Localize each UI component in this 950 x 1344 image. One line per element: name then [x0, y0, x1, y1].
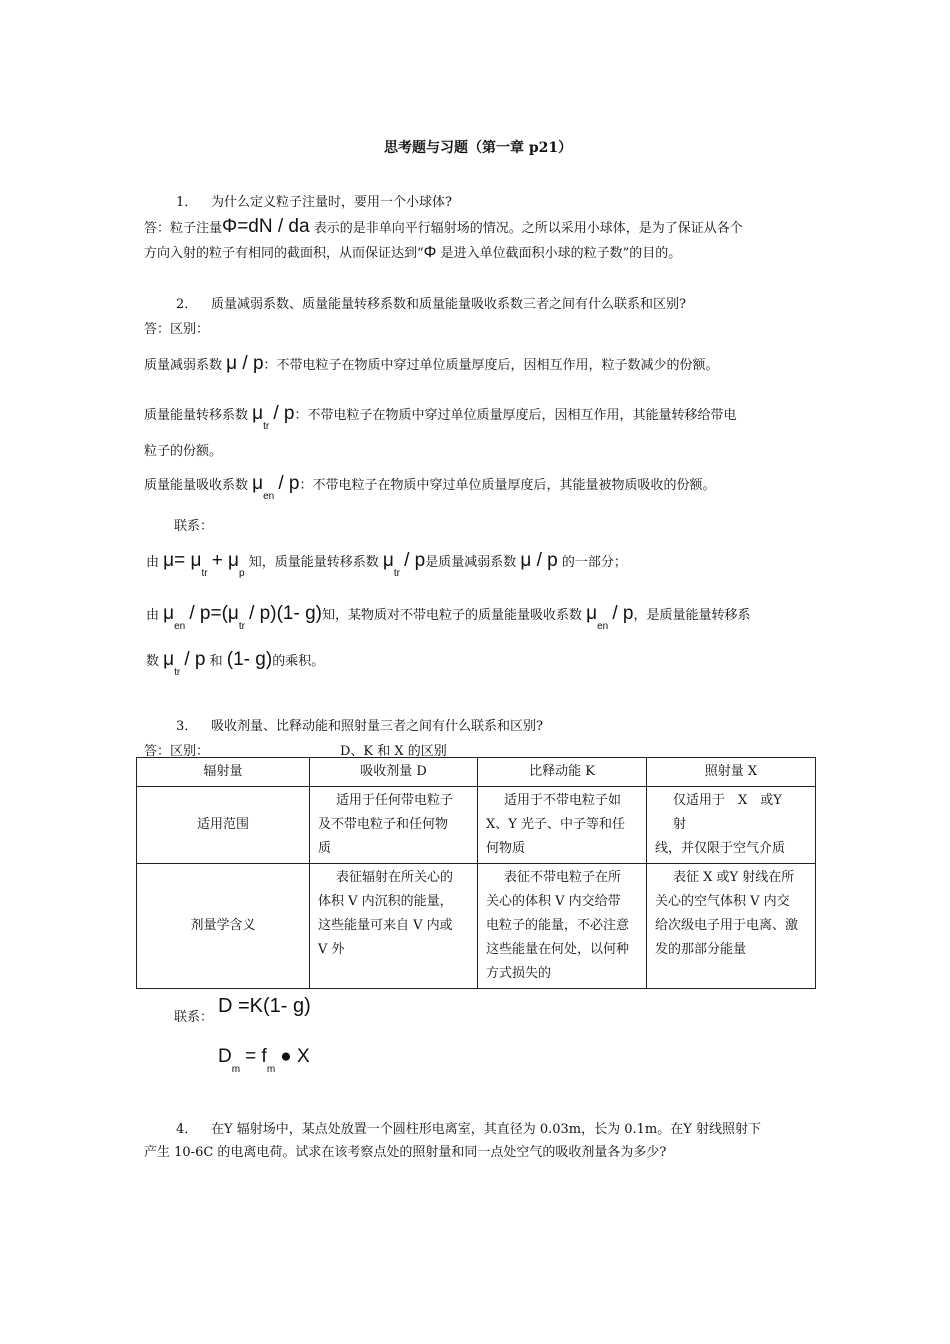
q1-answer-text1: 表示的是非单向平行辐射场的情况。之所以采用小球体，是为了保证从各个 — [313, 221, 743, 236]
q1-answer-line2 — [144, 242, 681, 262]
header-cell: 照射量 X — [647, 758, 816, 787]
cell-line: 何物质 — [486, 841, 526, 856]
q1-answer-text2a: 方向入射的粒子有相同的截面积，从而保证达到“ — [144, 246, 424, 261]
table-cell — [478, 787, 647, 864]
cell-line: 表征 X 或Y 射线在所 — [673, 870, 795, 885]
q2-link-line3 — [146, 649, 325, 678]
q2-definition-1 — [144, 353, 719, 375]
cell-line: 方式损失的 — [486, 966, 552, 981]
mu-symbol: μ — [382, 550, 394, 571]
table-row — [137, 787, 816, 864]
mu-symbol: μ — [586, 603, 598, 624]
definition-label: 质量能量转移系数 — [144, 408, 249, 423]
text: 知，质量能量转移系数 — [248, 555, 379, 570]
table-cell — [478, 864, 647, 989]
cell-line: 仅适用于 X 或Y 射 — [673, 793, 795, 832]
q2-definition-3 — [144, 473, 716, 502]
mu-symbol: μ — [163, 649, 175, 670]
subscript: tr — [393, 568, 400, 579]
page-title: 思考题与习题（第一章 p21） — [384, 140, 573, 156]
row-label: 适用范围 — [137, 787, 310, 864]
cell-line: 这些能量在何处，以何种 — [486, 942, 630, 957]
subscript: m — [231, 1064, 241, 1075]
cell-line: V 外 — [318, 942, 345, 957]
formula: / p — [278, 473, 300, 494]
definition-text: ：不带电粒子在物质中穿过单位质量厚度后，因相互作用，其能量转移给带电 — [294, 408, 737, 423]
definition-label: 质量能量吸收系数 — [144, 478, 249, 493]
q2-link-line2 — [146, 603, 751, 632]
formula: μ= μ — [163, 550, 202, 571]
formula-d-k: D =K(1- g) — [218, 995, 311, 1017]
comparison-table — [136, 757, 816, 989]
q1-number: 1． — [176, 195, 198, 210]
q2-definition-2-cont: 粒子的份额。 — [144, 444, 223, 459]
q2-link-label: 联系： — [174, 519, 214, 534]
table-caption: D、K 和 X 的区别 — [340, 744, 447, 759]
q1-answer-line1 — [144, 216, 743, 238]
q1-question: 为什么定义粒子注量时，要用一个小球体? — [211, 195, 452, 210]
definition-label: 质量减弱系数 — [144, 358, 223, 373]
cell-line: 电粒子的能量，不必注意 — [486, 918, 630, 933]
q2-question: 质量减弱系数、质量能量转移系数和质量能量吸收系数三者之间有什么联系和区别? — [211, 297, 686, 312]
phi-symbol: Φ — [423, 244, 437, 261]
formula: (1- g) — [226, 649, 273, 670]
formula: / p — [404, 550, 426, 571]
mu-symbol: μ — [252, 473, 264, 494]
subscript: en — [263, 491, 275, 502]
q2-link-line1 — [146, 550, 627, 579]
phi-symbol: Φ — [222, 216, 238, 237]
text: 由 — [146, 555, 160, 570]
q3-question: 吸收剂量、比释动能和照射量三者之间有什么联系和区别? — [211, 719, 543, 734]
formula: / p — [612, 603, 634, 624]
formula: / p — [273, 403, 295, 424]
header-cell: 辐射量 — [137, 758, 310, 787]
q2-answer-prefix: 答：区别： — [144, 322, 210, 337]
formula: + μ — [211, 550, 240, 571]
cell-line: 给次级电子用于电离、激 — [655, 918, 799, 933]
mu-symbol: μ — [252, 403, 264, 424]
header-cell: 比释动能 K — [478, 758, 647, 787]
table-cell — [310, 864, 478, 989]
formula: / p)(1- g) — [249, 603, 322, 624]
q1-answer-text2b: 是进入单位截面积小球的粒子数”的目的。 — [440, 246, 682, 261]
subscript: en — [174, 621, 186, 632]
text: ，是质量能量转移系 — [633, 608, 751, 623]
text: 和 — [209, 654, 223, 669]
q3-link-label: 联系： — [174, 1010, 214, 1025]
subscript: tr — [201, 568, 208, 579]
q2-definition-2 — [144, 403, 737, 432]
row-label: 剂量学含义 — [137, 864, 310, 989]
formula: D — [218, 1046, 232, 1067]
text: 知，某物质对不带电粒子的质量能量吸收系数 — [321, 608, 582, 623]
formula: = f — [245, 1046, 267, 1067]
formula-dm — [218, 1046, 310, 1075]
subscript: tr — [263, 421, 270, 432]
cell-line: 这些能量可来自 V 内或 — [318, 918, 453, 933]
q4-number: 4． — [176, 1122, 198, 1137]
cell-line: 表征不带电粒子在所 — [504, 870, 622, 885]
table-header-row — [137, 758, 816, 787]
fluence-equation: =dN / da — [237, 216, 310, 237]
formula: ● X — [280, 1046, 310, 1067]
text: 由 — [146, 608, 160, 623]
q4-line2: 产生 10-6C 的电离电荷。试求在该考察点处的照射量和同一点处空气的吸收剂量各为多少? — [144, 1145, 667, 1160]
subscript: p — [239, 568, 245, 579]
definition-text: ：不带电粒子在物质中穿过单位质量厚度后，因相互作用，粒子数减少的份额。 — [263, 358, 719, 373]
subscript: tr — [238, 621, 245, 632]
cell-line: 质 — [318, 841, 332, 856]
formula: / p — [184, 649, 206, 670]
table-cell — [647, 864, 816, 989]
text: 的乘积。 — [272, 654, 325, 669]
cell-line: 适用于不带电粒子如 — [504, 793, 622, 808]
mu-symbol: μ — [163, 603, 175, 624]
table-cell — [647, 787, 816, 864]
text: 数 — [146, 654, 160, 669]
q2-number: 2． — [176, 297, 198, 312]
formula: μ / p — [520, 550, 558, 571]
cell-line: 发的那部分能量 — [655, 942, 747, 957]
formula: μ / p — [226, 353, 264, 374]
cell-line: 体积 V 内沉积的能量， — [318, 894, 453, 909]
subscript: m — [266, 1064, 276, 1075]
text: 的一部分； — [561, 555, 627, 570]
text: 是质量减弱系数 — [425, 555, 517, 570]
cell-line: 表征辐射在所关心的 — [336, 870, 454, 885]
cell-line: 线，并仅限于空气介质 — [655, 841, 786, 856]
cell-line: 关心的空气体积 V 内交 — [655, 894, 790, 909]
subscript: en — [597, 621, 609, 632]
cell-line: 适用于任何带电粒子 — [336, 793, 454, 808]
formula: / p=(μ — [189, 603, 239, 624]
definition-text: ：不带电粒子在物质中穿过单位质量厚度后，其能量被物质吸收的份额。 — [299, 478, 716, 493]
q3-number: 3． — [176, 719, 198, 734]
subscript: tr — [174, 667, 181, 678]
table-row — [137, 864, 816, 989]
cell-line: 及不带电粒子和任何物 — [318, 817, 449, 832]
header-cell: 吸收剂量 D — [310, 758, 478, 787]
q4-line1: 在Y 辐射场中，某点处放置一个圆柱形电离室，其直径为 0.03m，长为 0.1m。在Y 射线照射下 — [211, 1122, 761, 1137]
cell-line: X、Y 光子、中子等和任 — [486, 817, 625, 832]
cell-line: 关心的体积 V 内交给带 — [486, 894, 621, 909]
q3-answer-prefix: 答：区别： — [144, 744, 210, 759]
table-cell — [310, 787, 478, 864]
q1-answer-prefix: 答：粒子注量 — [144, 221, 223, 236]
